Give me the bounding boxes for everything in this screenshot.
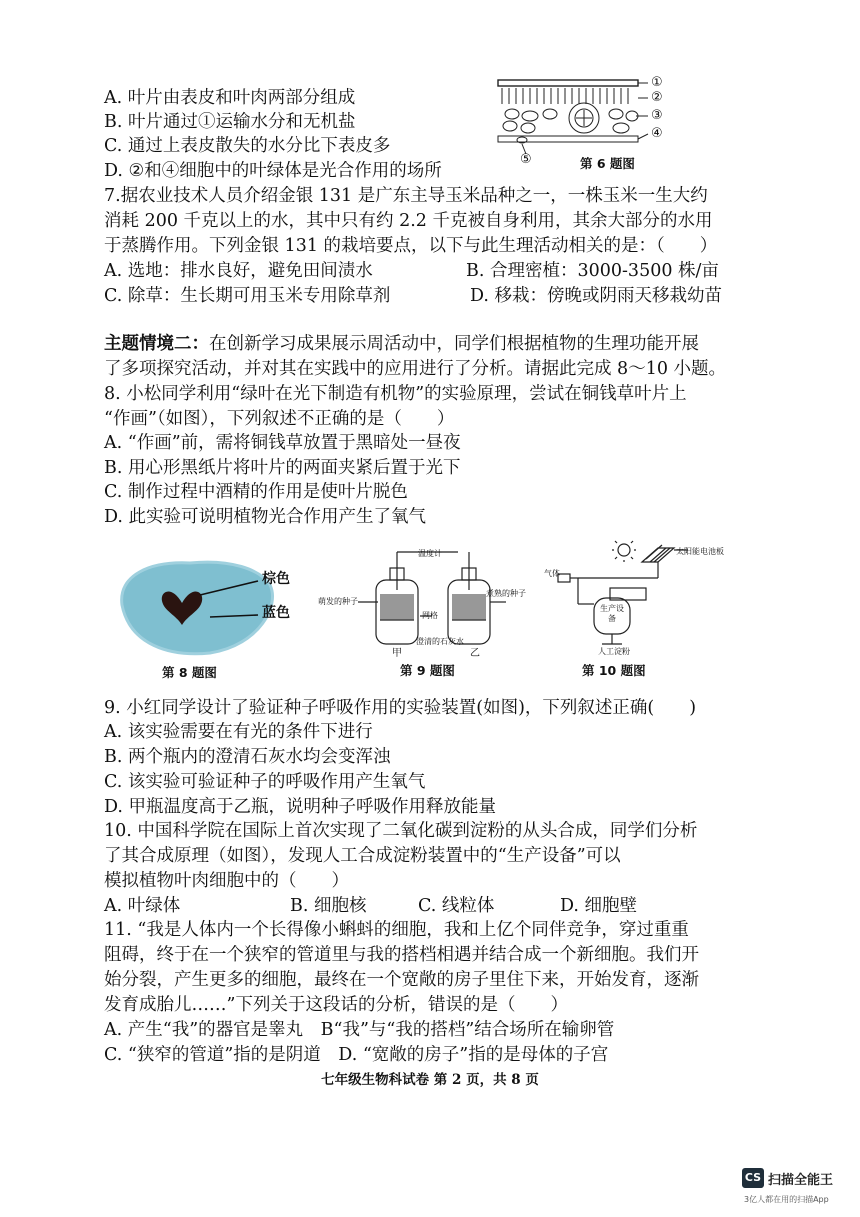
theme2-line-1 [104, 332, 699, 356]
q10-stem-line-3: 模拟植物叶肉细胞中的（ ） [104, 871, 349, 891]
q9-option-d: D. 甲瓶温度高于乙瓶，说明种子呼吸作用释放能量 [104, 797, 497, 817]
figure-10-apparatus [544, 540, 778, 656]
q6-option-d: D. ②和④细胞中的叶绿体是光合作用的场所 [104, 161, 442, 181]
q11-stem-line-3: 始分裂，产生更多的细胞，最终在一个宽敞的房子里住下来，开始发育，逐渐 [104, 970, 699, 990]
q10-option-c: C. 线粒体 [418, 896, 495, 916]
figure-8-label-brown: 棕色 [262, 571, 290, 587]
q7-option-c: C. 除草：生长期可用玉米专用除草剂 [104, 286, 391, 306]
theme2-title: 主题情境二： [104, 334, 209, 354]
figure-10-caption: 第 10 题图 [582, 663, 646, 678]
figure-6-label-3: ③ [651, 108, 663, 123]
q8-option-a: A. “作画”前，需将铜钱草放置于黑暗处一昼夜 [104, 433, 461, 453]
figure-9-label-jia: 甲 [392, 648, 402, 659]
figure-10-starch: 人工淀粉 [598, 647, 630, 656]
q7-option-a: A. 选地：排水良好，避免田间渍水 [104, 261, 373, 281]
q6-option-b: B. 叶片通过①运输水分和无机盐 [104, 112, 356, 132]
theme2-text-1: 在创新学习成果展示周活动中，同学们根据植物的生理功能开展 [209, 334, 699, 354]
q6-option-c: C. 通过上表皮散失的水分比下表皮多 [104, 136, 391, 156]
q7-stem-line-2: 消耗 200 千克以上的水，其中只有约 2.2 千克被自身利用，其余大部分的水用 [104, 211, 713, 231]
figure-9-caption: 第 9 题图 [400, 663, 455, 678]
q6-option-a: A. 叶片由表皮和叶肉两部分组成 [104, 88, 356, 108]
figure-10-solar-panel: 太阳能电池板 [676, 547, 724, 556]
q10-option-a: A. 叶绿体 [104, 896, 181, 916]
q11-stem-line-2: 阻碍，终于在一个狭窄的管道里与我的搭档相遇并结合成一个新细胞。我们开 [104, 945, 699, 965]
q10-option-b: B. 细胞核 [290, 896, 367, 916]
q9-option-b: B. 两个瓶内的澄清石灰水均会变浑浊 [104, 747, 391, 767]
scanner-logo-icon: CS [742, 1168, 764, 1188]
q8-option-b: B. 用心形黑纸片将叶片的两面夹紧后置于光下 [104, 458, 461, 478]
scanner-app-name: 扫描全能王 [768, 1173, 834, 1188]
page-footer: 七年级生物科试卷 第 2 页，共 8 页 [321, 1072, 539, 1088]
figure-9-germinating-seeds: 萌发的种子 [318, 597, 358, 606]
figure-8-caption: 第 8 题图 [162, 665, 217, 680]
q11-stem-line-4: 发育成胎儿……”下列关于这段话的分析，错误的是（ ） [104, 995, 568, 1015]
figure-9-apparatus [318, 549, 528, 659]
q9-option-a: A. 该实验需要在有光的条件下进行 [104, 722, 373, 742]
q7-stem-line-3: 于蒸腾作用。下列金银 131 的栽培要点，以下与此生理活动相关的是：（ ） [104, 236, 718, 256]
q10-stem-line-1: 10. 中国科学院在国际上首次实现了二氧化碳到淀粉的从头合成，同学们分析 [104, 821, 698, 841]
scanner-app-tagline: 3亿人都在用的扫描App [744, 1195, 829, 1204]
q8-option-c: C. 制作过程中酒精的作用是使叶片脱色 [104, 482, 408, 502]
q8-stem-line-1: 8. 小松同学利用“绿叶在光下制造有机物”的实验原理，尝试在铜钱草叶片上 [104, 384, 687, 404]
q7-option-d: D. 移栽：傍晚或阴雨天移栽幼苗 [470, 286, 723, 306]
figure-8-leaf [110, 555, 310, 660]
scanner-watermark [742, 1168, 842, 1208]
figure-9-thermometer: 温度计 [418, 549, 442, 558]
q11-stem-line-1: 11. “我是人体内一个长得像小蝌蚪的细胞，我和上亿个同伴竞争，穿过重重 [104, 920, 689, 940]
figure-10-device: 生产设备 [600, 604, 624, 623]
q7-stem-line-1: 7.据农业技术人员介绍金银 131 是广东主导玉米品种之一，一株玉米一生大约 [104, 186, 708, 206]
figure-9-label-yi: 乙 [470, 648, 480, 659]
figure-10-gas: 气体 [544, 569, 560, 578]
figure-8-label-blue: 蓝色 [262, 605, 290, 621]
figure-6-caption: 第 6 题图 [580, 156, 635, 171]
figure-6-label-1: ① [651, 75, 663, 90]
q9-stem: 9. 小红同学设计了验证种子呼吸作用的实验装置(如图)，下列叙述正确( ) [104, 698, 697, 718]
figure-6-label-2: ② [651, 90, 663, 105]
figure-6-label-4: ④ [651, 126, 663, 141]
q11-options-line-1: A. 产生“我”的器官是睾丸 B“我”与“我的搭档”结合场所在输卵管 [104, 1020, 615, 1040]
q8-stem-line-2: “作画”（如图），下列叙述不正确的是（ ） [104, 409, 455, 429]
figure-9-boiled-seeds: 煮熟的种子 [486, 589, 526, 598]
q8-option-d: D. 此实验可说明植物光合作用产生了氧气 [104, 507, 427, 527]
q7-option-b: B. 合理密植：3000-3500 株/亩 [466, 261, 719, 281]
q10-stem-line-2: 了其合成原理（如图），发现人工合成淀粉装置中的“生产设备”可以 [104, 846, 621, 866]
figure-9-mesh: 网格 [422, 611, 438, 620]
theme2-text-2: 了多项探究活动，并对其在实践中的应用进行了分析。请据此完成 8～10 小题。 [104, 359, 727, 379]
figure-9-limewater: 澄清的石灰水 [416, 637, 464, 646]
figure-6-label-5: ⑤ [520, 152, 532, 167]
q9-option-c: C. 该实验可验证种子的呼吸作用产生氧气 [104, 772, 426, 792]
q11-options-line-2: C. “狭窄的管道”指的是阴道 D. “宽敞的房子”指的是母体的子宫 [104, 1045, 609, 1065]
q10-option-d: D. 细胞壁 [560, 896, 638, 916]
